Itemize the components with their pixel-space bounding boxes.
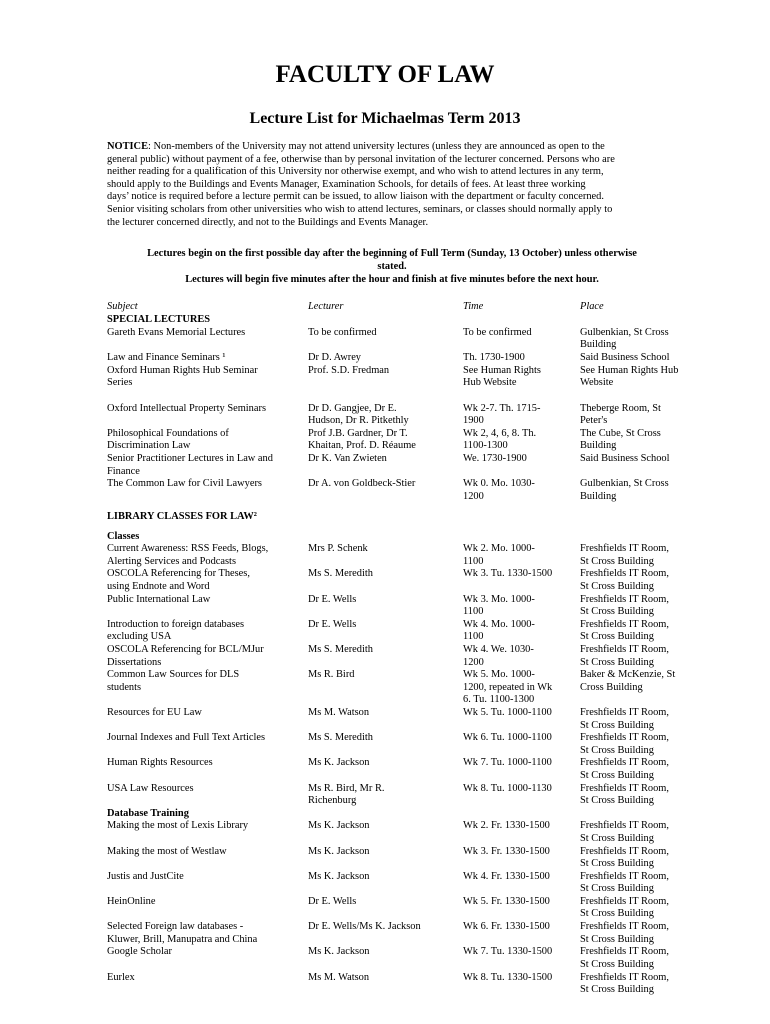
place-cell: Freshfields IT Room, xyxy=(580,921,669,932)
time-cell: 1100-1300 xyxy=(463,440,508,451)
place-cell: St Cross Building xyxy=(580,833,654,844)
lecturer-cell: Dr E. Wells xyxy=(308,619,357,630)
time-cell: Wk 2, 4, 6, 8. Th. xyxy=(463,428,537,439)
time-cell: Wk 5. Mo. 1000- xyxy=(463,669,535,680)
column-header-subject: Subject xyxy=(107,301,138,312)
subject-cell: Series xyxy=(107,377,133,388)
lecturer-cell: Dr K. Van Zwieten xyxy=(308,453,387,464)
lecturer-cell: Ms M. Watson xyxy=(308,972,370,983)
time-cell: Wk 0. Mo. 1030- xyxy=(463,478,535,489)
place-cell: St Cross Building xyxy=(580,770,654,781)
subject-cell: OSCOLA Referencing for BCL/MJur xyxy=(107,644,264,655)
place-cell: Freshfields IT Room, xyxy=(580,568,669,579)
place-cell: Freshfields IT Room, xyxy=(580,543,669,554)
subject-cell: Senior Practitioner Lectures in Law and xyxy=(107,453,273,464)
subject-cell: Current Awareness: RSS Feeds, Blogs, xyxy=(107,543,269,554)
time-cell: 1900 xyxy=(463,415,484,426)
lecture-info-line: stated. xyxy=(377,261,407,272)
place-cell: Building xyxy=(580,440,617,451)
time-cell: Wk 6. Fr. 1330-1500 xyxy=(463,921,550,932)
lecturer-cell: Ms K. Jackson xyxy=(308,846,370,857)
place-cell: Freshfields IT Room, xyxy=(580,871,669,882)
subject-cell: Justis and JustCite xyxy=(107,871,184,882)
time-cell: 1100 xyxy=(463,606,484,617)
place-cell: Freshfields IT Room, xyxy=(580,820,669,831)
time-cell: Wk 5. Fr. 1330-1500 xyxy=(463,896,550,907)
place-cell: St Cross Building xyxy=(580,795,654,806)
place-cell: Freshfields IT Room, xyxy=(580,594,669,605)
subject-cell: Dissertations xyxy=(107,657,162,668)
lecturer-cell: Dr A. von Goldbeck-Stier xyxy=(308,478,416,489)
lecture-timing-info xyxy=(107,247,677,286)
time-cell: Wk 4. We. 1030- xyxy=(463,644,534,655)
subject-cell: Selected Foreign law databases - xyxy=(107,921,244,932)
place-cell: St Cross Building xyxy=(580,631,654,642)
notice-label: NOTICE xyxy=(107,141,148,152)
subject-cell: Philosophical Foundations of xyxy=(107,428,229,439)
lecturer-cell: Ms M. Watson xyxy=(308,707,370,718)
lecturer-cell: Ms S. Meredith xyxy=(308,568,373,579)
lecturer-cell: Dr E. Wells xyxy=(308,896,357,907)
subject-cell: Alerting Services and Podcasts xyxy=(107,556,236,567)
subject-cell: Human Rights Resources xyxy=(107,757,213,768)
lecture-info-line: Lectures begin on the first possible day after the beginning of Full Term (Sunday, 13 October) unless otherwise xyxy=(147,248,637,259)
notice-line: days’ notice is required before a lecture permit can be issued, to allow liaison with the department or faculty concerned. xyxy=(107,191,604,203)
subject-cell: The Common Law for Civil Lawyers xyxy=(107,478,262,489)
subject-cell: Making the most of Lexis Library xyxy=(107,820,249,831)
column-header-time: Time xyxy=(463,301,484,312)
lecturer-cell: Ms R. Bird xyxy=(308,669,355,680)
time-cell: Hub Website xyxy=(463,377,517,388)
section-heading: SPECIAL LECTURES xyxy=(107,314,211,325)
place-cell: Said Business School xyxy=(580,352,670,363)
subject-cell: excluding USA xyxy=(107,631,172,642)
subject-cell: Introduction to foreign databases xyxy=(107,619,245,630)
lecturer-cell: Dr E. Wells/Ms K. Jackson xyxy=(308,921,421,932)
place-cell: Freshfields IT Room, xyxy=(580,972,669,983)
subject-cell: Oxford Human Rights Hub Seminar xyxy=(107,365,258,376)
time-cell: To be confirmed xyxy=(463,327,532,338)
subject-cell: Public International Law xyxy=(107,594,211,605)
lecturer-cell: Ms K. Jackson xyxy=(308,820,370,831)
subject-cell: Journal Indexes and Full Text Articles xyxy=(107,732,266,743)
subject-cell: OSCOLA Referencing for Theses, xyxy=(107,568,250,579)
time-cell: Wk 8. Tu. 1330-1500 xyxy=(463,972,553,983)
place-cell: Theberge Room, St xyxy=(580,403,661,414)
time-cell: 1100 xyxy=(463,631,484,642)
place-cell: Gulbenkian, St Cross xyxy=(580,327,669,338)
time-cell: Wk 4. Mo. 1000- xyxy=(463,619,535,630)
subject-cell: Making the most of Westlaw xyxy=(107,846,227,857)
place-cell: See Human Rights Hub xyxy=(580,365,679,376)
place-cell: Building xyxy=(580,339,617,350)
subject-cell: Oxford Intellectual Property Seminars xyxy=(107,403,266,414)
lecturer-cell: Dr E. Wells xyxy=(308,594,357,605)
subject-cell: Eurlex xyxy=(107,972,135,983)
subject-cell: Law and Finance Seminars ¹ xyxy=(107,352,226,363)
lecturer-cell: Dr D. Gangjee, Dr E. xyxy=(308,403,397,414)
time-cell: Wk 4. Fr. 1330-1500 xyxy=(463,871,550,882)
subject-cell: Kluwer, Brill, Manupatra and China xyxy=(107,934,258,945)
section-heading: Database Training xyxy=(107,808,189,819)
section-heading: Classes xyxy=(107,531,140,542)
time-cell: 6. Tu. 1100-1300 xyxy=(463,694,535,705)
time-cell: Wk 2. Mo. 1000- xyxy=(463,543,535,554)
subject-cell: using Endnote and Word xyxy=(107,581,210,592)
place-cell: Freshfields IT Room, xyxy=(580,732,669,743)
lecturer-cell: Prof J.B. Gardner, Dr T. xyxy=(308,428,408,439)
notice-line: general public) without payment of a fee, otherwise than by personal invitation of the lecturer concerned. Persons who are xyxy=(107,153,615,165)
time-cell: Wk 8. Tu. 1000-1130 xyxy=(463,783,552,794)
column-header-place: Place xyxy=(580,301,604,312)
lecturer-cell: Ms K. Jackson xyxy=(308,757,370,768)
place-cell: Cross Building xyxy=(580,682,643,693)
place-cell: Gulbenkian, St Cross xyxy=(580,478,669,489)
lecturer-cell: To be confirmed xyxy=(308,327,377,338)
notice-line: neither reading for a qualification of this University nor otherwise exempt, and who wish to attend lectures in any term, xyxy=(107,166,604,178)
place-cell: St Cross Building xyxy=(580,883,654,894)
place-cell: St Cross Building xyxy=(580,657,654,668)
lecturer-cell: Ms S. Meredith xyxy=(308,732,373,743)
time-cell: Wk 3. Fr. 1330-1500 xyxy=(463,846,550,857)
place-cell: St Cross Building xyxy=(580,720,654,731)
place-cell: St Cross Building xyxy=(580,984,654,995)
subject-cell: Finance xyxy=(107,466,140,477)
lecturer-cell: Ms R. Bird, Mr R. xyxy=(308,783,385,794)
time-cell: Wk 3. Mo. 1000- xyxy=(463,594,535,605)
place-cell: St Cross Building xyxy=(580,556,654,567)
place-cell: St Cross Building xyxy=(580,606,654,617)
time-cell: Wk 7. Tu. 1000-1100 xyxy=(463,757,552,768)
place-cell: St Cross Building xyxy=(580,745,654,756)
place-cell: St Cross Building xyxy=(580,908,654,919)
place-cell: St Cross Building xyxy=(580,858,654,869)
place-cell: Freshfields IT Room, xyxy=(580,783,669,794)
notice-line: Senior visiting scholars from other universities who wish to attend lectures, seminars, or classes should normally apply to xyxy=(107,203,613,215)
time-cell: See Human Rights xyxy=(463,365,541,376)
place-cell: Website xyxy=(580,377,614,388)
lecturer-cell: Mrs P. Schenk xyxy=(308,543,368,554)
notice-line: should apply to the Buildings and Events Manager, Examination Schools, for details of fees. At least three working xyxy=(107,178,586,190)
subject-cell: Gareth Evans Memorial Lectures xyxy=(107,327,246,338)
subject-cell: students xyxy=(107,682,142,693)
place-cell: Building xyxy=(580,491,617,502)
place-cell: Freshfields IT Room, xyxy=(580,846,669,857)
column-header-lecturer: Lecturer xyxy=(308,301,344,312)
place-cell: The Cube, St Cross xyxy=(580,428,661,439)
notice-line: the lecturer concerned directly, and not to the Buildings and Events Manager. xyxy=(107,216,429,228)
time-cell: Th. 1730-1900 xyxy=(463,352,525,363)
lecturer-cell: Prof. S.D. Fredman xyxy=(308,365,390,376)
place-cell: Freshfields IT Room, xyxy=(580,644,669,655)
place-cell: Freshfields IT Room, xyxy=(580,946,669,957)
subject-cell: Google Scholar xyxy=(107,946,172,957)
time-cell: 1200, repeated in Wk xyxy=(463,682,553,693)
lecturer-cell: Ms S. Meredith xyxy=(308,644,373,655)
lecturer-cell: Ms K. Jackson xyxy=(308,871,370,882)
notice-line: : Non-members of the University may not attend university lectures (unless they are announced as open to the xyxy=(148,141,605,152)
subject-cell: Common Law Sources for DLS xyxy=(107,669,240,680)
subject-cell: HeinOnline xyxy=(107,896,156,907)
lecturer-cell: Dr D. Awrey xyxy=(308,352,362,363)
section-heading: LIBRARY CLASSES FOR LAW² xyxy=(107,511,257,522)
lecturer-cell: Ms K. Jackson xyxy=(308,946,370,957)
time-cell: Wk 2-7. Th. 1715- xyxy=(463,403,541,414)
subject-cell: USA Law Resources xyxy=(107,783,194,794)
time-cell: 1100 xyxy=(463,556,484,567)
time-cell: Wk 7. Tu. 1330-1500 xyxy=(463,946,553,957)
place-cell: St Cross Building xyxy=(580,959,654,970)
time-cell: Wk 6. Tu. 1000-1100 xyxy=(463,732,552,743)
page-subtitle: Lecture List for Michaelmas Term 2013 xyxy=(249,110,521,127)
place-cell: Said Business School xyxy=(580,453,670,464)
place-cell: Freshfields IT Room, xyxy=(580,896,669,907)
time-cell: Wk 5. Tu. 1000-1100 xyxy=(463,707,552,718)
time-cell: Wk 2. Fr. 1330-1500 xyxy=(463,820,550,831)
time-cell: 1200 xyxy=(463,491,484,502)
lecturer-cell: Richenburg xyxy=(308,795,357,806)
place-cell: Peter's xyxy=(580,415,608,426)
place-cell: Freshfields IT Room, xyxy=(580,707,669,718)
place-cell: St Cross Building xyxy=(580,934,654,945)
place-cell: St Cross Building xyxy=(580,581,654,592)
lecturer-cell: Hudson, Dr R. Pitkethly xyxy=(308,415,409,426)
notice-paragraph xyxy=(107,141,667,229)
time-cell: We. 1730-1900 xyxy=(463,453,527,464)
time-cell: 1200 xyxy=(463,657,484,668)
place-cell: Baker & McKenzie, St xyxy=(580,669,676,680)
place-cell: Freshfields IT Room, xyxy=(580,757,669,768)
lecture-info-line: Lectures will begin five minutes after the hour and finish at five minutes before the next hour. xyxy=(185,274,599,285)
page-title: FACULTY OF LAW xyxy=(275,61,495,88)
subject-cell: Discrimination Law xyxy=(107,440,191,451)
lecturer-cell: Khaitan, Prof. D. Réaume xyxy=(308,440,416,451)
subject-cell: Resources for EU Law xyxy=(107,707,202,718)
place-cell: Freshfields IT Room, xyxy=(580,619,669,630)
time-cell: Wk 3. Tu. 1330-1500 xyxy=(463,568,553,579)
